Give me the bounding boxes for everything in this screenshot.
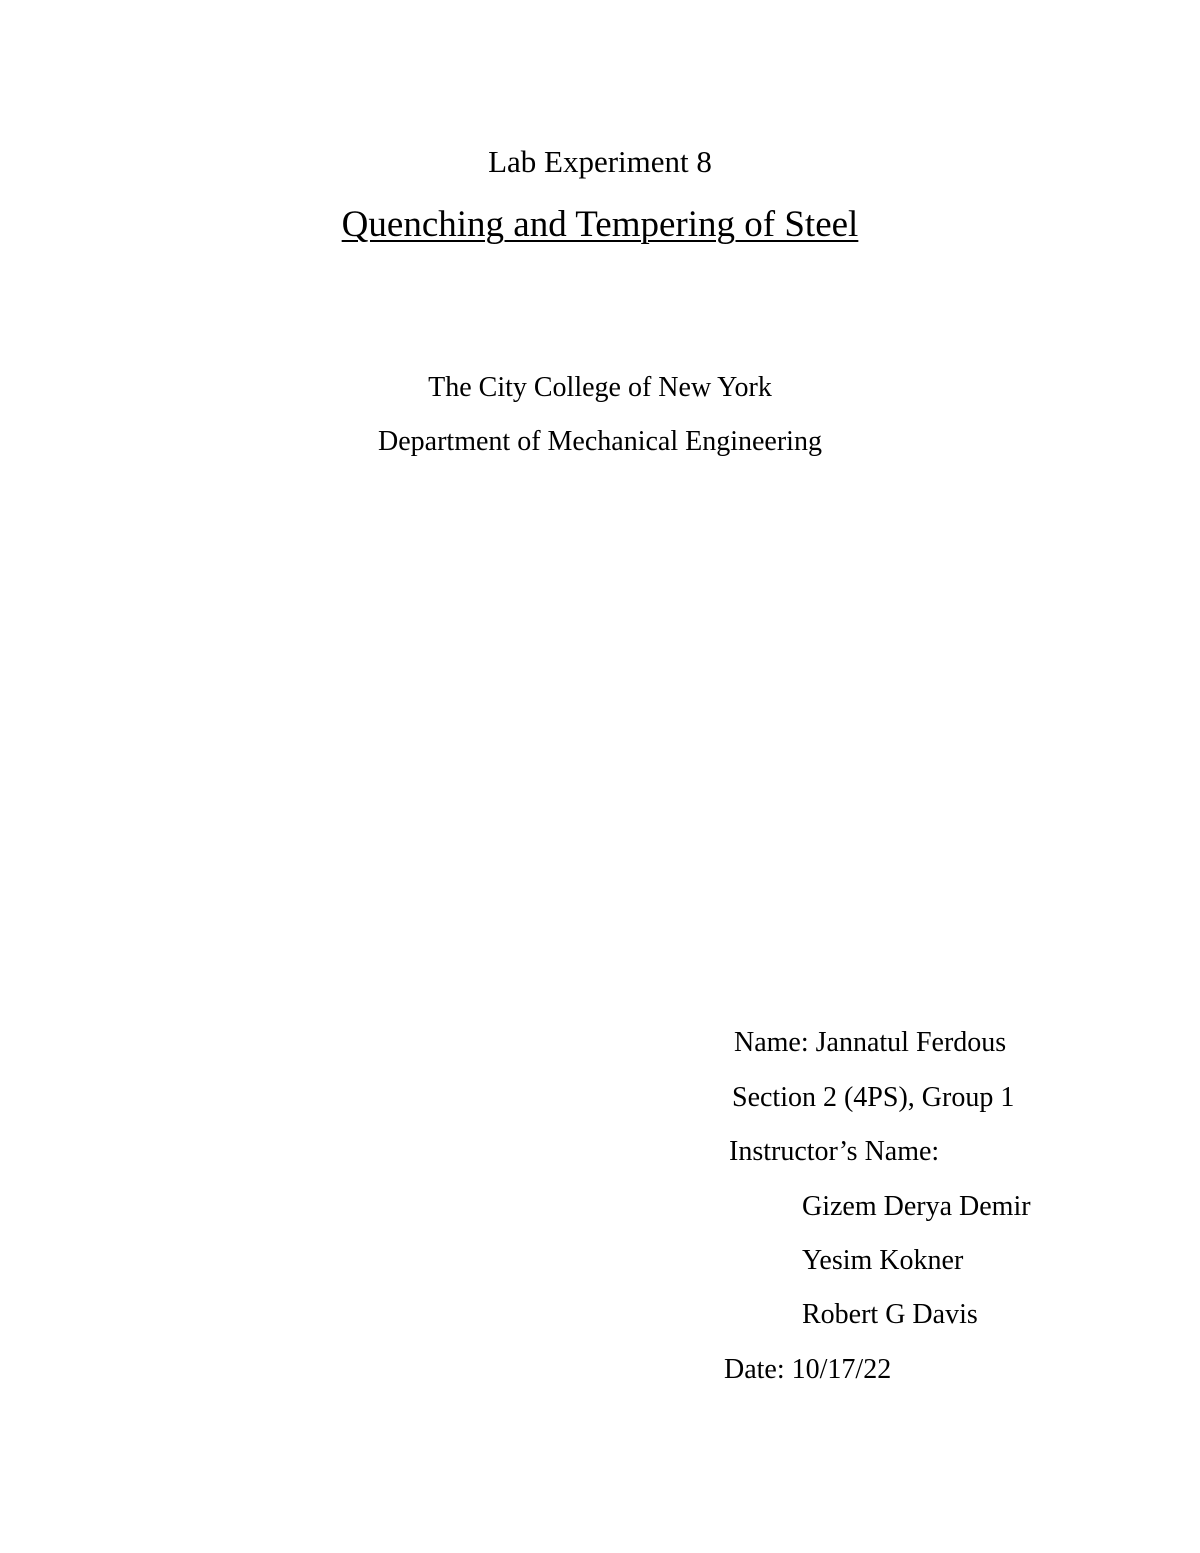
lab-experiment-number: Lab Experiment 8 [488, 144, 712, 179]
report-date: Date: 10/17/22 [724, 1354, 892, 1385]
department-name: Department of Mechanical Engineering [378, 426, 822, 457]
student-name: Name: Jannatul Ferdous [734, 1027, 1007, 1058]
section-and-group: Section 2 (4PS), Group 1 [732, 1082, 1015, 1113]
instructor-name: Gizem Derya Demir [802, 1191, 1031, 1222]
college-name: The City College of New York [428, 372, 772, 403]
report-title-container [0, 202, 1200, 248]
instructor-label: Instructor’s Name: [729, 1136, 940, 1167]
report-title: Quenching and Tempering of Steel [341, 204, 859, 245]
instructor-name: Yesim Kokner [802, 1245, 964, 1276]
instructor-name: Robert G Davis [802, 1299, 978, 1330]
